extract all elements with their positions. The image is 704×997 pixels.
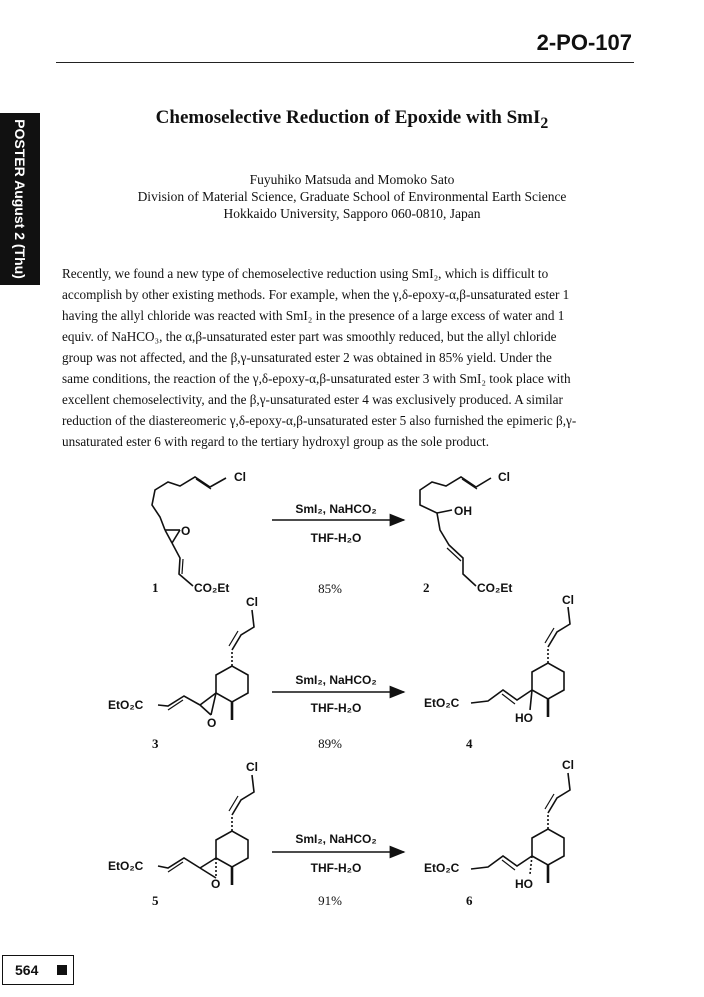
title-subscript: 2 <box>540 114 549 132</box>
title-text: Chemoselective Reduction of Epoxide with SmI <box>155 107 541 128</box>
sm3-cl-label: Cl <box>246 595 258 609</box>
reagent-bottom-1: THF-H₂O <box>310 531 362 545</box>
sm3-epoxide-o-label: O <box>207 716 217 730</box>
sm1-cl-label: Cl <box>234 470 246 484</box>
abstract-line: unsaturated ester 6 with regard to the tertiary hydroxyl group as the sole product. <box>62 434 490 449</box>
structure-6 <box>471 773 570 883</box>
product6-oh-label: HO <box>515 877 533 891</box>
compound-number-1: 1 <box>152 580 159 595</box>
poster-code: 2-PO-107 <box>536 30 632 55</box>
affiliation-line-2: Hokkaido University, Sapporo 060-0810, Japan <box>223 206 481 221</box>
abstract-line: same conditions, the reaction of the γ,δ-epoxy-α,β-unsaturated ester 3 with SmI₂ took place with <box>62 371 571 386</box>
side-tab-label: POSTER August 2 (Thu) <box>12 119 28 279</box>
abstract-line: accomplish by other existing methods. For example, when the γ,δ-epoxy-α,β-unsaturated ester 1 <box>62 287 570 302</box>
product2-oh-label: OH <box>454 504 472 518</box>
product4-cl-label: Cl <box>562 593 574 607</box>
sm5-epoxide-o-label: O <box>211 877 221 891</box>
abstract-line: reduction of the diastereomeric γ,δ-epoxy-α,β-unsaturated ester 5 also furnished the epimeric β,γ- <box>62 413 577 428</box>
product2-cl-label: Cl <box>498 470 510 484</box>
yield-2: 89% <box>318 736 342 751</box>
scheme-2 <box>158 607 570 720</box>
compound-number-3: 3 <box>152 736 159 751</box>
page-number: 564 <box>15 962 39 978</box>
abstract-line: group was not affected, and the β,γ-unsaturated ester 2 was obtained in 85% yield. Under the <box>62 350 552 365</box>
scheme-3 <box>158 773 570 885</box>
reagent-top-1: SmI₂, NaHCO₂ <box>295 502 377 516</box>
page-number-box <box>2 955 74 985</box>
sm1-ester-label: CO₂Et <box>194 581 230 595</box>
sm5-cl-label: Cl <box>246 760 258 774</box>
abstract-line: having the allyl chloride was reacted with SmI₂ in the presence of a large excess of water and 1 <box>62 308 565 323</box>
abstract-line: excellent chemoselectivity, and the β,γ-unsaturated ester 4 was exclusively produced. A similar <box>62 392 563 407</box>
product6-ester-label: EtO₂C <box>424 861 460 875</box>
abstract-line: Recently, we found a new type of chemoselective reduction using SmI₂, which is difficult to <box>62 266 549 281</box>
structure-3 <box>158 610 254 720</box>
authors: Fuyuhiko Matsuda and Momoko Sato <box>249 172 455 187</box>
abstract-line: equiv. of NaHCO₃, the α,β-unsaturated ester part was smoothly reduced, but the allyl chloride <box>62 329 557 344</box>
sm1-epoxide-o-label: O <box>181 524 191 538</box>
yield-1: 85% <box>318 581 342 596</box>
reagent-bottom-2: THF-H₂O <box>310 701 362 715</box>
sm5-ester-label: EtO₂C <box>108 859 144 873</box>
compound-number-4: 4 <box>466 736 473 751</box>
structure-5 <box>158 775 254 885</box>
compound-number-2: 2 <box>423 580 430 595</box>
product2-ester-label: CO₂Et <box>477 581 513 595</box>
product6-cl-label: Cl <box>562 758 574 772</box>
structure-2 <box>420 477 491 586</box>
product4-ester-label: EtO₂C <box>424 696 460 710</box>
structure-4 <box>471 607 570 717</box>
compound-number-6: 6 <box>466 893 473 908</box>
yield-3: 91% <box>318 893 342 908</box>
reagent-top-2: SmI₂, NaHCO₂ <box>295 673 377 687</box>
reagent-top-3: SmI₂, NaHCO₂ <box>295 832 377 846</box>
product4-oh-label: HO <box>515 711 533 725</box>
page-marker-square <box>57 965 67 975</box>
sm3-ester-label: EtO₂C <box>108 698 144 712</box>
reagent-bottom-3: THF-H₂O <box>310 861 362 875</box>
compound-number-5: 5 <box>152 893 159 908</box>
affiliation-line-1: Division of Material Science, Graduate School of Environmental Earth Science <box>137 189 567 204</box>
